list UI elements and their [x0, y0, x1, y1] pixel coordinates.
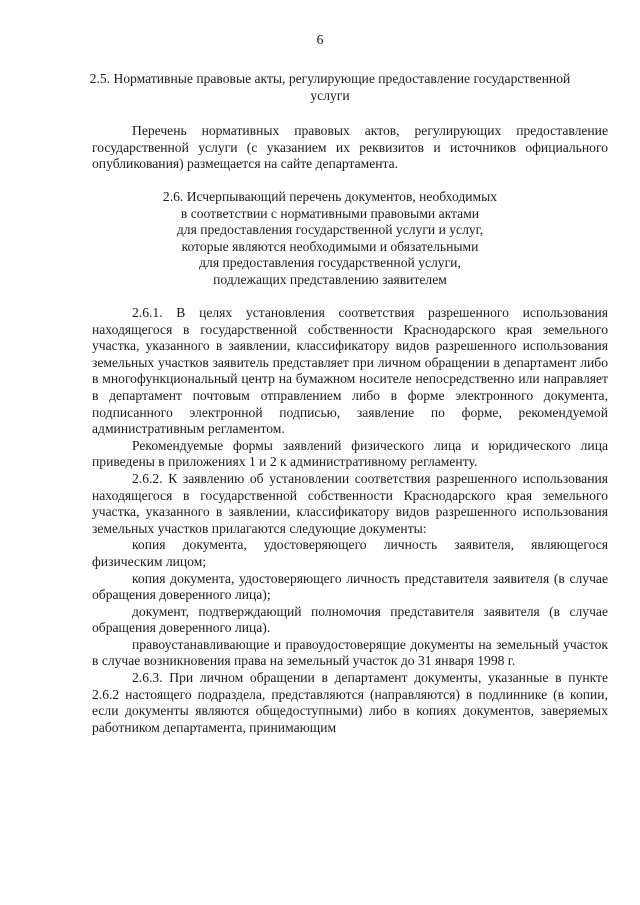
paragraph-recommended-forms: Рекомендуемые формы заявлений физического лица и юридического лица приведены в приложениях 1 и 2 к административному регламенту. [92, 437, 608, 470]
list-item-identity-copy-applicant: копия документа, удостоверяющего личность заявителя, являющегося физическим лицом; [92, 537, 608, 569]
section-2-6-title-line: которые являются необходимыми и обязательными [181, 238, 479, 254]
paragraph-2-6-2: 2.6.2. К заявлению об установлении соответствия разрешенного использования находящегося в государственной собственности Краснодарского края земельного участка, указанного в заявлении, классификатору видов разрешенного использования земельных участков прилагаются следующие документы: [92, 470, 608, 536]
section-2-6-title [80, 189, 580, 289]
list-item-power-of-attorney: документ, подтверждающий полномочия представителя заявителя (в случае обращения доверенного лица). [92, 603, 608, 636]
section-2-6-title-line: для предоставления государственной услуги и услуг, [176, 222, 484, 238]
section-2-6-title-line: 2.6. Исчерпывающий перечень документов, необходимых [162, 189, 498, 204]
paragraph-2-6-1: 2.6.1. В целях установления соответствия разрешенного использования находящегося в государственной собственности Краснодарского края земельного участка, указанного в заявлении, классификатору видов разрешенного использования земельных участков заявитель представляет при личном обращении в департамент либо в многофункциональный центр на бумажном носителе непосредственно или направляет в департамент почтовым отправлением либо в форме электронного документа, подписанного электронной подписью, заявление по форме, рекомендуемой административным регламентом. [92, 305, 608, 437]
page-number: 6 [316, 32, 324, 47]
section-2-6-title-line: в соответствии с нормативными правовыми актами [180, 205, 480, 221]
section-2-6-body [92, 305, 608, 736]
section-2-5-paragraph: Перечень нормативных правовых актов, регулирующих предоставление государственной услуги (с указанием их реквизитов и источников официального опубликования) размещается на сайте департамента. [92, 123, 608, 172]
section-2-5-body [92, 123, 608, 173]
list-item-identity-copy-representative: копия документа, удостоверяющего личность представителя заявителя (в случае обращения доверенного лица); [92, 570, 608, 603]
section-2-5-title: 2.5. Нормативные правовые акты, регулирующие предоставление государственной услуги [89, 71, 571, 103]
section-2-6-title-line: для предоставления государственной услуги, [199, 255, 461, 271]
section-2-6-title-line: подлежащих представлению заявителем [213, 271, 447, 287]
paragraph-2-6-3: 2.6.3. При личном обращении в департамент документы, указанные в пункте 2.6.2 настоящего подраздела, представляются (направляются) в подлиннике (в копии, если документы являются общедоступными) либо в копиях документов, заверяемых работником департамента, принимающим [92, 670, 608, 735]
list-item-title-documents: правоустанавливающие и правоудостоверящие документы на земельный участок в случае возникновения права на земельный участок до 31 января 1998 г. [92, 636, 608, 669]
